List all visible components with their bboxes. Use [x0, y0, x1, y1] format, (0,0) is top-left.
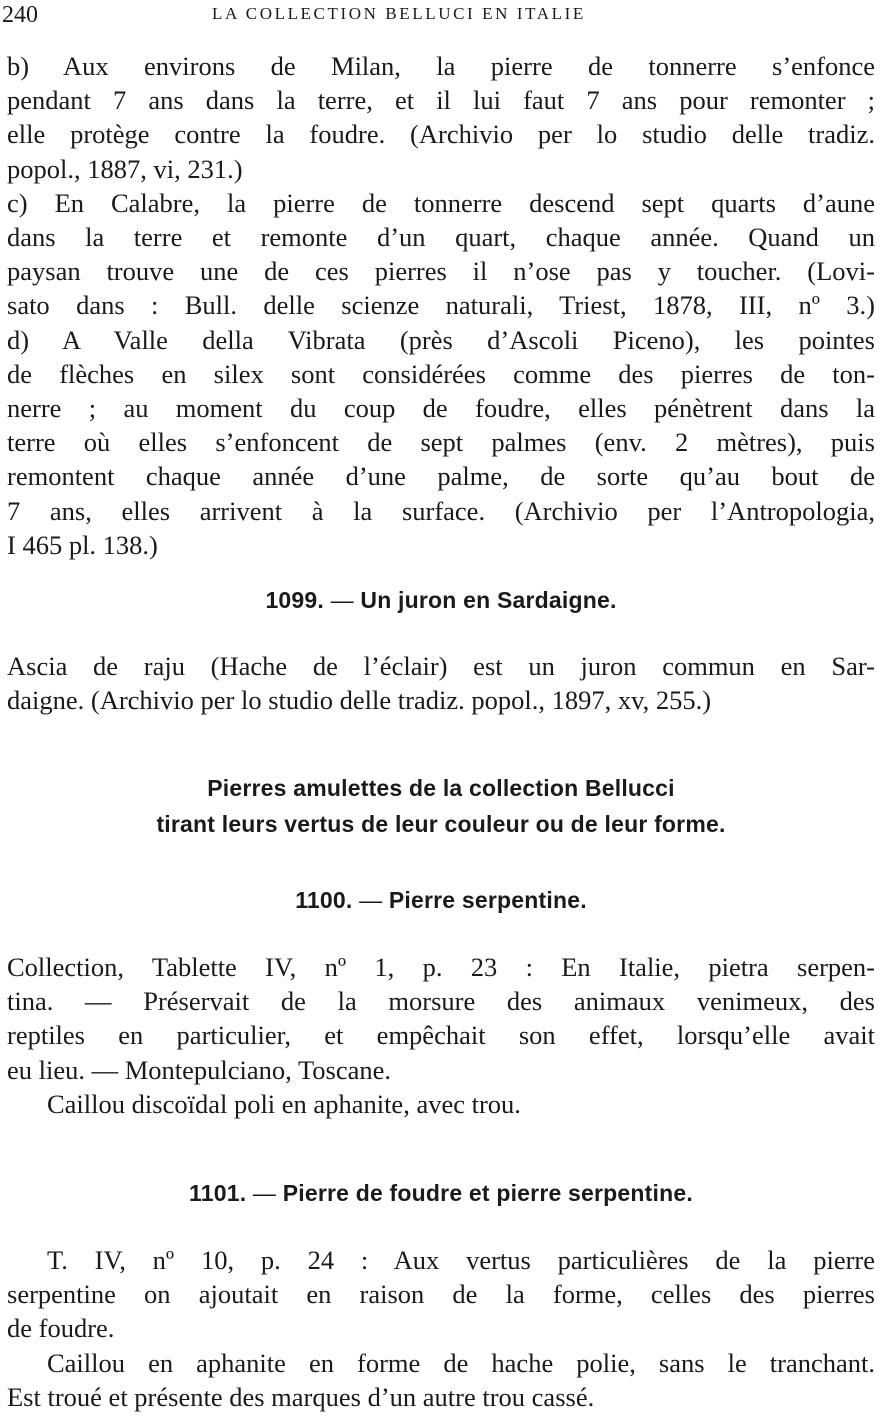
text-line: dans la terre et remonte d’un quart, chaque année. Quand un	[7, 222, 875, 253]
text-line: de foudre.	[7, 1313, 115, 1344]
text-line: de flèches en silex sont considérées comme des pierres de ton-	[7, 358, 875, 389]
text-line: 7 ans, elles arrivent à la surface. (Archivio per l’Antropologia,	[7, 495, 875, 526]
entry-heading-1099	[0, 587, 882, 614]
text-line: serpentine on ajoutait en raison de la forme, celles des pierres	[7, 1279, 875, 1310]
text-line: Collection, Tablette IV, nº 1, p. 23 : En Italie, pietra serpen-	[7, 952, 875, 982]
entry-number: 1099.	[265, 587, 324, 613]
text-line: reptiles en particulier, et empêchait son effet, lorsqu’elle avait	[7, 1020, 875, 1051]
text-line: Ascia de raju (Hache de l’éclair) est un juron commun en Sar-	[7, 651, 875, 681]
text-line: T. IV, nº 10, p. 24 : Aux vertus particulières de la pierre	[47, 1245, 875, 1275]
text-line: popol., 1887, vi, 231.)	[7, 153, 243, 184]
text-line: d) A Valle della Vibrata (près d’Ascoli Piceno), les pointes	[7, 324, 875, 355]
paragraphs-bcd	[7, 49, 875, 562]
entry-title: Un juron en Sardaigne.	[360, 587, 617, 613]
entry-title: Pierre serpentine.	[388, 887, 587, 913]
entry-dash: —	[352, 887, 389, 913]
entry-number: 1100.	[295, 887, 353, 913]
text-line: eu lieu. — Montepulciano, Toscane.	[7, 1054, 392, 1085]
text-line: terre où elles s’enfoncent de sept palmes (env. 2 mètres), puis	[7, 427, 875, 458]
entry-heading-1101	[0, 1180, 882, 1207]
text-line: tina. — Préservait de la morsure des animaux venimeux, des	[7, 986, 875, 1017]
entry-dash: —	[246, 1180, 283, 1206]
entry-dash: —	[324, 587, 361, 613]
page-number: 240	[2, 2, 38, 28]
text-line: b) Aux environs de Milan, la pierre de tonnerre s’enfonce	[7, 51, 875, 81]
text-line: c) En Calabre, la pierre de tonnerre descend sept quarts d’aune	[7, 187, 875, 218]
text-line: pendant 7 ans dans la terre, et il lui faut 7 ans pour remonter ;	[7, 85, 875, 116]
text-line: paysan trouve une de ces pierres il n’ose pas y toucher. (Lovi-	[7, 256, 875, 287]
text-line: I 465 pl. 138.)	[7, 529, 158, 560]
section-heading-line-1: Pierres amulettes de la collection Bellucci	[207, 775, 675, 801]
text-line: remontent chaque année d’une palme, de sorte qu’au bout de	[7, 461, 875, 492]
entry-body-1100	[7, 950, 875, 1121]
entry-body-1099	[7, 649, 875, 717]
running-head	[0, 2, 882, 30]
running-title: LA COLLECTION BELLUCI EN ITALIE	[212, 4, 586, 23]
section-heading-line-2: tirant leurs vertus de leur couleur ou de leur forme.	[156, 811, 726, 837]
text-line: elle protège contre la foudre. (Archivio per lo studio delle tradiz.	[7, 119, 875, 150]
text-line: nerre ; au moment du coup de foudre, elles pénètrent dans la	[7, 393, 875, 424]
entry-heading-1100	[0, 887, 882, 914]
entry-title: Pierre de foudre et pierre serpentine.	[282, 1180, 693, 1206]
entry-number: 1101.	[189, 1180, 247, 1206]
entry-body-1101	[7, 1243, 875, 1414]
text-line: Est troué et présente des marques d’un autre trou cassé.	[7, 1381, 595, 1412]
text-line: sato dans : Bull. delle scienze naturali, Triest, 1878, III, nº 3.)	[7, 290, 875, 321]
text-line: Caillou discoïdal poli en aphanite, avec trou.	[47, 1088, 521, 1119]
text-line: Caillou en aphanite en forme de hache polie, sans le tranchant.	[47, 1347, 875, 1378]
text-line: daigne. (Archivio per lo studio delle tradiz. popol., 1897, xv, 255.)	[7, 685, 712, 716]
